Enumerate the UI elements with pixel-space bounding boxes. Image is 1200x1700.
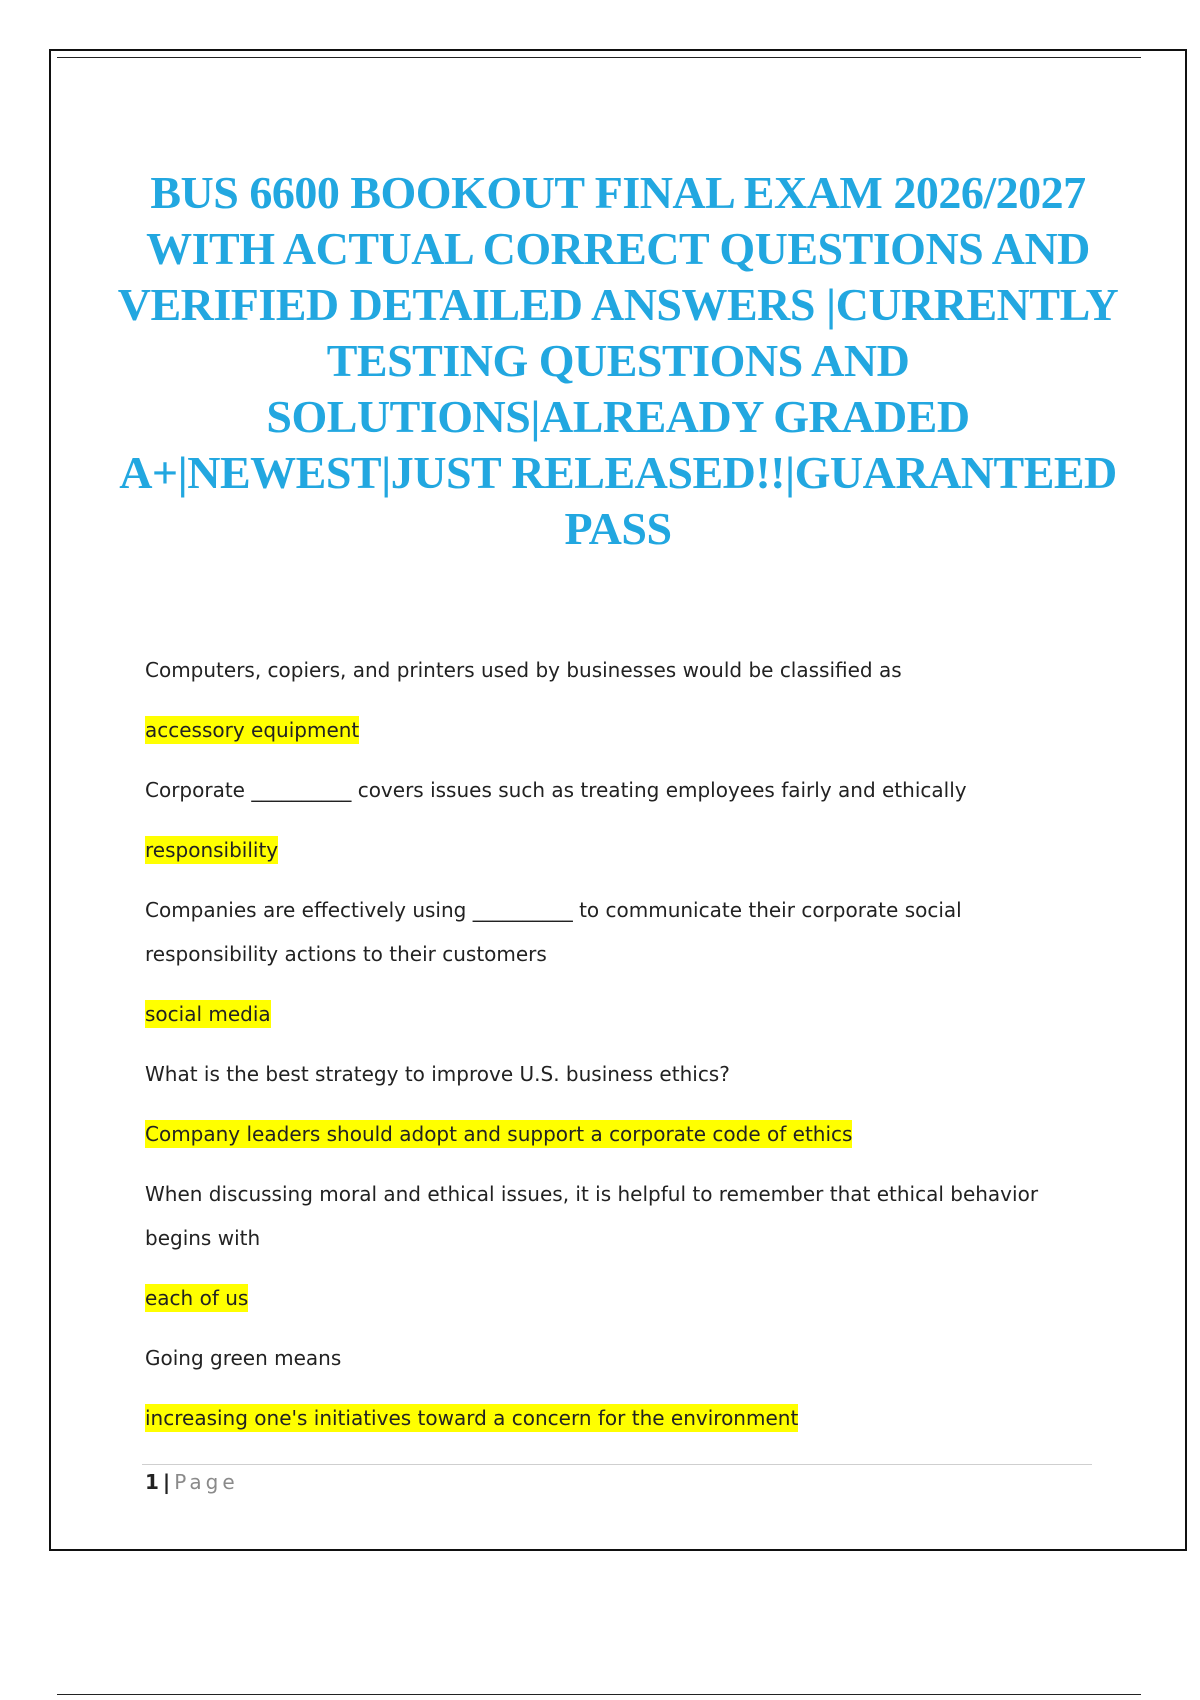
answer-4 (145, 1112, 1095, 1156)
page-label: Page (174, 1470, 239, 1494)
question-4: What is the best strategy to improve U.S. business ethics? (145, 1062, 730, 1086)
qa-list (145, 648, 1095, 1456)
question-3: Companies are effectively using __________ to communicate their corporate social responsibility actions to their customers (145, 898, 962, 966)
answer-5 (145, 1276, 1095, 1320)
answer-highlight: accessory equipment (145, 718, 360, 742)
answer-highlight: responsibility (145, 838, 279, 862)
question-6: Going green means (145, 1346, 342, 1370)
question-1: Computers, copiers, and printers used by businesses would be classified as (145, 658, 902, 682)
footer-rule (142, 1464, 1092, 1465)
page-footer (145, 1470, 239, 1494)
answer-highlight: Company leaders should adopt and support a corporate code of ethics (145, 1122, 853, 1146)
footer-separator: | (162, 1470, 171, 1494)
document-title: BUS 6600 BOOKOUT FINAL EXAM 2026/2027 WITH ACTUAL CORRECT QUESTIONS AND VERIFIED DETAILED ANSWERS |CURRENTLY TESTING QUESTIONS AND SOLUTIONS|ALREADY GRADED A+|NEWEST|JUST RELEASED!!|GUARANTEED PASS (117, 167, 1119, 554)
page-number: 1 (145, 1470, 159, 1494)
question-2: Corporate __________ covers issues such as treating employees fairly and ethically (145, 778, 967, 802)
answer-3 (145, 992, 1095, 1036)
answer-highlight: each of us (145, 1286, 249, 1310)
answer-highlight: social media (145, 1002, 271, 1026)
question-5: When discussing moral and ethical issues, it is helpful to remember that ethical behavior begins with (145, 1182, 1039, 1250)
answer-1 (145, 708, 1095, 752)
answer-2 (145, 828, 1095, 872)
answer-highlight: increasing one's initiatives toward a concern for the environment (145, 1406, 799, 1430)
answer-6 (145, 1396, 1095, 1440)
bottom-rule (57, 1694, 1141, 1695)
